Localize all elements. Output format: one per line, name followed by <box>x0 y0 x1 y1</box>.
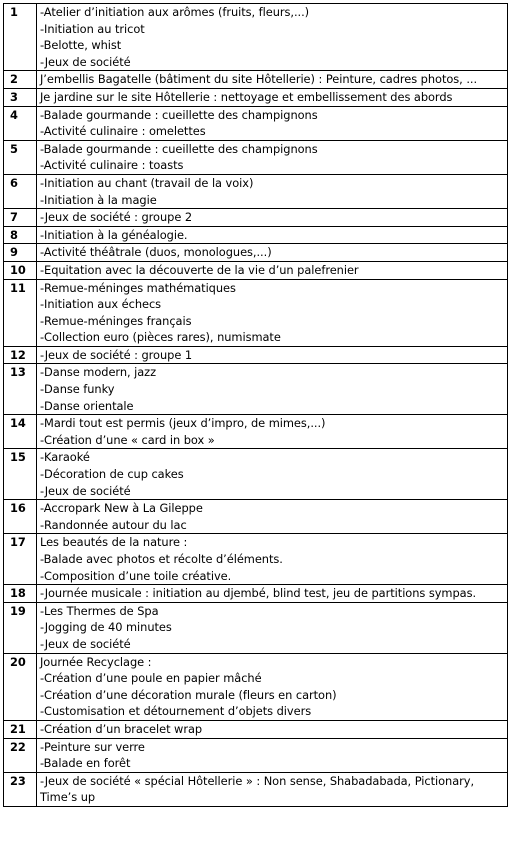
activity-line: -Belotte, whist <box>40 38 122 53</box>
table-row <box>4 534 508 585</box>
activity-line: -Initiation à la généalogie. <box>40 227 188 242</box>
row-number: 22 <box>4 738 37 772</box>
activity-line: -Accropark New à La Gileppe <box>40 501 203 516</box>
table-row <box>4 226 508 244</box>
row-number: 9 <box>4 244 37 262</box>
row-number: 16 <box>4 500 37 534</box>
activity-description <box>37 4 508 71</box>
row-number: 17 <box>4 534 37 585</box>
activity-description <box>37 772 508 806</box>
activity-line: -Jeux de société : groupe 2 <box>40 210 193 225</box>
row-number: 20 <box>4 653 37 720</box>
table-row <box>4 88 508 106</box>
activity-description <box>37 500 508 534</box>
activity-line: Les beautés de la nature : <box>40 535 188 550</box>
activity-line: -Equitation avec la découverte de la vie d’un palefrenier <box>40 262 359 277</box>
activity-line: -Danse modern, jazz <box>40 365 157 380</box>
row-number: 21 <box>4 720 37 738</box>
row-number: 12 <box>4 346 37 364</box>
activity-line: -Activité culinaire : toasts <box>40 158 184 173</box>
row-number: 3 <box>4 88 37 106</box>
activity-description <box>37 88 508 106</box>
activity-line: -Décoration de cup cakes <box>40 467 184 482</box>
activity-description <box>37 534 508 585</box>
table-row <box>4 653 508 720</box>
activity-line: Je jardine sur le site Hôtellerie : nettoyage et embellissement des abords <box>40 89 453 104</box>
activity-line: -Jeux de société <box>40 636 131 651</box>
row-number: 19 <box>4 602 37 653</box>
activity-description <box>37 585 508 603</box>
table-row <box>4 140 508 174</box>
activity-line: J’embellis Bagatelle (bâtiment du site Hôtellerie) : Peinture, cadres photos, ... <box>40 72 478 87</box>
activity-line: -Atelier d’initiation aux arômes (fruits, fleurs,...) <box>40 5 310 19</box>
table-row <box>4 364 508 415</box>
activity-line: -Danse orientale <box>40 398 134 413</box>
row-number: 11 <box>4 279 37 346</box>
activity-line: -Balade gourmande : cueillette des champignons <box>40 107 318 122</box>
activity-line: -Jeux de société : groupe 1 <box>40 347 193 362</box>
activity-description <box>37 140 508 174</box>
table-row <box>4 244 508 262</box>
table-row <box>4 500 508 534</box>
row-number: 14 <box>4 415 37 449</box>
activity-description <box>37 364 508 415</box>
table-row <box>4 261 508 279</box>
table-row <box>4 279 508 346</box>
activity-description <box>37 602 508 653</box>
activity-line: -Balade gourmande : cueillette des champignons <box>40 141 318 156</box>
table-row <box>4 106 508 140</box>
activity-description <box>37 261 508 279</box>
activity-description <box>37 449 508 500</box>
activity-line: -Karaoké <box>40 450 90 465</box>
activity-line: -Remue-méninges français <box>40 313 192 328</box>
row-number: 5 <box>4 140 37 174</box>
row-number: 23 <box>4 772 37 806</box>
table-row <box>4 174 508 208</box>
activity-line: -Création d’une poule en papier mâché <box>40 671 262 686</box>
activity-table <box>3 3 508 807</box>
row-number: 8 <box>4 226 37 244</box>
row-number: 2 <box>4 71 37 89</box>
activity-line: -Journée musicale : initiation au djembé, blind test, jeu de partitions sympas. <box>40 586 477 601</box>
row-number: 18 <box>4 585 37 603</box>
activity-line: -Création d’un bracelet wrap <box>40 721 203 736</box>
activity-line: -Danse funky <box>40 382 115 397</box>
activity-description <box>37 209 508 227</box>
activity-line: -Initiation à la magie <box>40 192 157 207</box>
activity-description <box>37 415 508 449</box>
table-row <box>4 585 508 603</box>
activity-line: -Customisation et détournement d’objets divers <box>40 704 312 719</box>
activity-line: -Initiation aux échecs <box>40 297 162 312</box>
activity-line: -Composition d’une toile créative. <box>40 568 232 583</box>
row-number: 1 <box>4 4 37 71</box>
table-row <box>4 738 508 772</box>
row-number: 7 <box>4 209 37 227</box>
activity-line: -Remue-méninges mathématiques <box>40 280 236 295</box>
activity-line: -Les Thermes de Spa <box>40 603 159 618</box>
activity-line: -Mardi tout est permis (jeux d’impro, de mimes,...) <box>40 416 326 431</box>
table-row <box>4 209 508 227</box>
activity-description <box>37 226 508 244</box>
activity-description <box>37 244 508 262</box>
activity-description <box>37 653 508 720</box>
table-row <box>4 346 508 364</box>
activity-description <box>37 279 508 346</box>
activity-line: -Jeux de société « spécial Hôtellerie » : Non sense, Shabadabada, Pictionary, Time’s up <box>40 773 475 805</box>
activity-line: -Collection euro (pièces rares), numismate <box>40 330 281 345</box>
table-row <box>4 772 508 806</box>
table-row <box>4 720 508 738</box>
table-row <box>4 602 508 653</box>
table-row <box>4 71 508 89</box>
row-number: 4 <box>4 106 37 140</box>
activity-line: -Balade avec photos et récolte d’éléments. <box>40 552 283 566</box>
activity-description <box>37 720 508 738</box>
table-row <box>4 449 508 500</box>
activity-description <box>37 71 508 89</box>
activity-table-body <box>4 4 508 807</box>
activity-line: -Initiation au chant (travail de la voix) <box>40 175 254 190</box>
row-number: 6 <box>4 174 37 208</box>
activity-line: -Création d’une décoration murale (fleurs en carton) <box>40 687 337 702</box>
row-number: 10 <box>4 261 37 279</box>
table-row <box>4 4 508 71</box>
activity-line: -Randonnée autour du lac <box>40 517 187 532</box>
activity-description <box>37 738 508 772</box>
activity-line: -Initiation au tricot <box>40 21 145 36</box>
activity-line: -Activité culinaire : omelettes <box>40 124 206 139</box>
activity-line: -Balade en forêt <box>40 756 131 771</box>
activity-line: -Activité théâtrale (duos, monologues,...) <box>40 245 272 260</box>
activity-description <box>37 174 508 208</box>
activity-description <box>37 106 508 140</box>
activity-line: -Jeux de société <box>40 54 131 69</box>
row-number: 13 <box>4 364 37 415</box>
activity-line: -Jeux de société <box>40 483 131 498</box>
activity-line: -Peinture sur verre <box>40 739 145 754</box>
activity-line: Journée Recyclage : <box>40 654 152 669</box>
activity-description <box>37 346 508 364</box>
row-number: 15 <box>4 449 37 500</box>
table-row <box>4 415 508 449</box>
activity-line: -Jogging de 40 minutes <box>40 620 172 635</box>
activity-line: -Création d’une « card in box » <box>40 432 215 447</box>
